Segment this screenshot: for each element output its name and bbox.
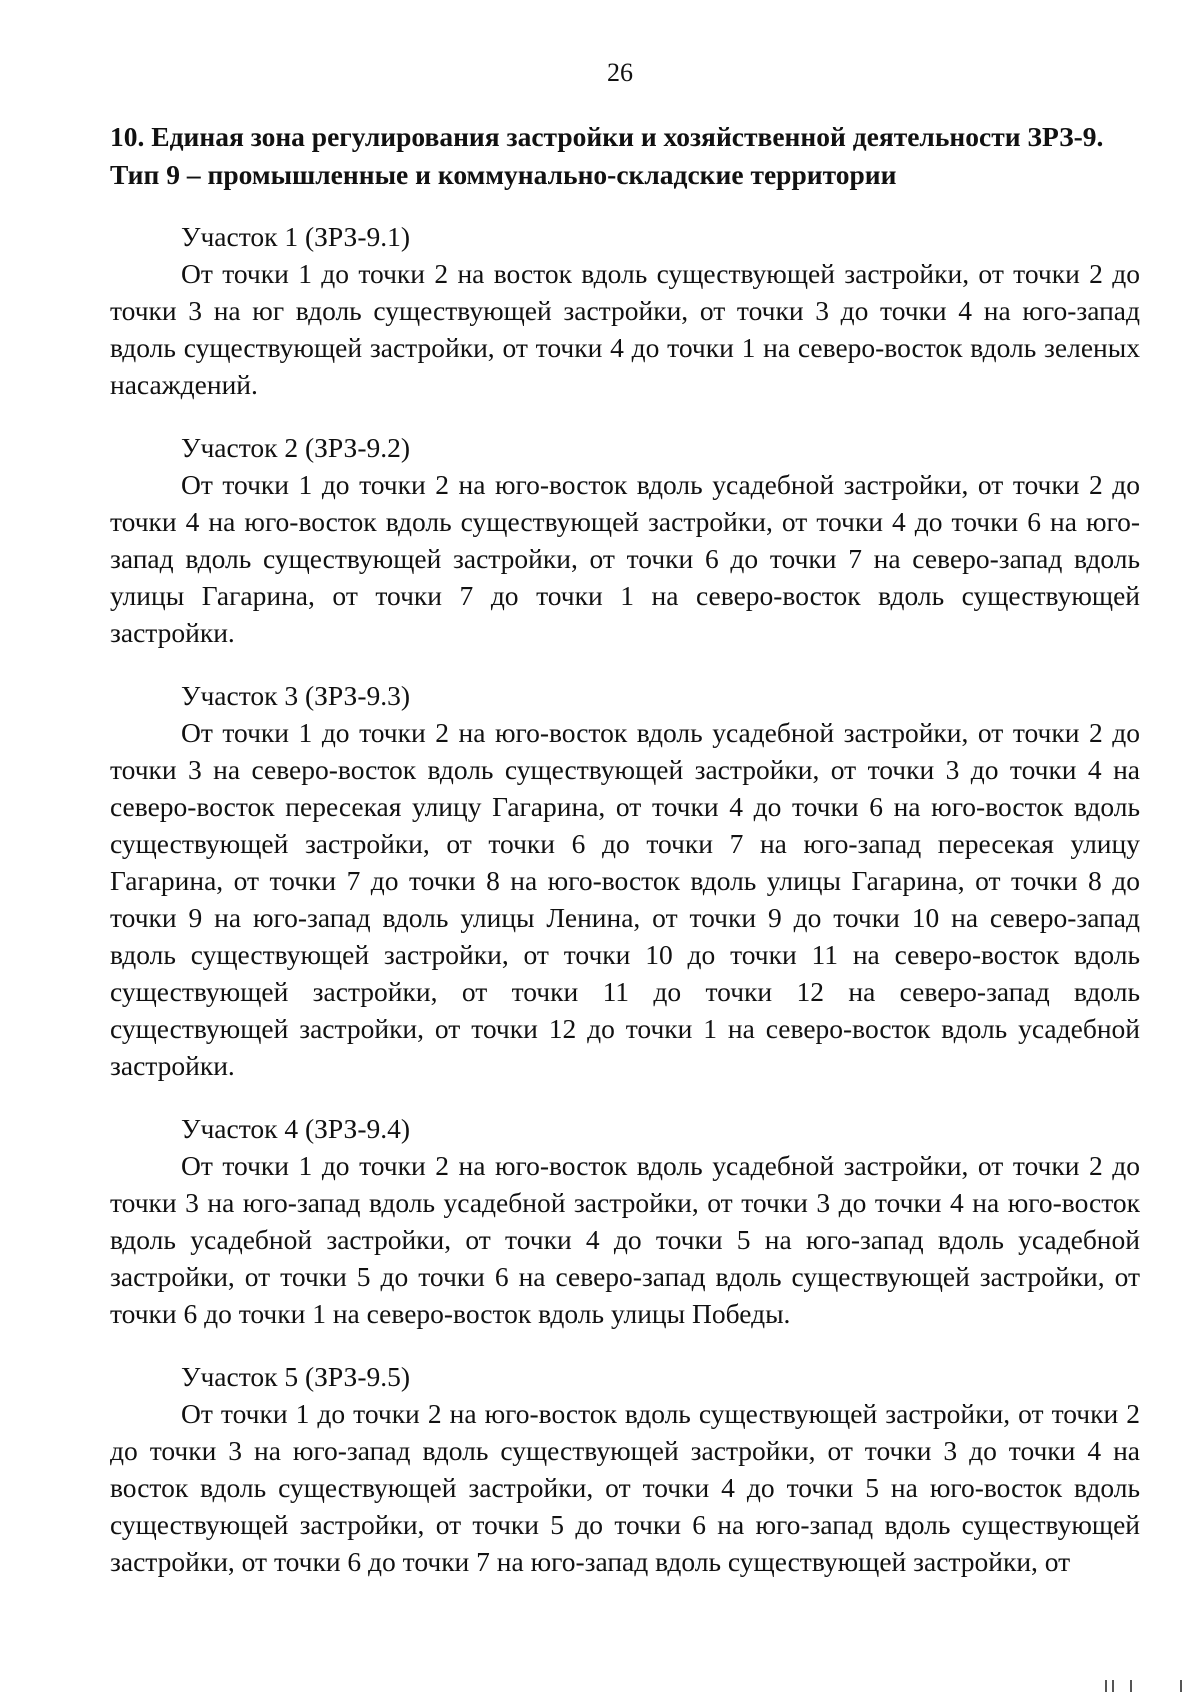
heading-line-2: Тип 9 – промышленные и коммунально-складские территории xyxy=(110,159,897,190)
plot-title: Участок 3 (ЗРЗ-9.3) xyxy=(181,680,411,711)
heading-line-1: 10. Единая зона регулирования застройки и хозяйственной деятельности ЗРЗ-9. xyxy=(110,121,1104,152)
plot-section-1 xyxy=(110,218,1140,403)
plot-title: Участок 4 (ЗРЗ-9.4) xyxy=(181,1113,411,1144)
plot-title: Участок 1 (ЗРЗ-9.1) xyxy=(181,221,411,252)
plot-description: От точки 1 до точки 2 на юго-восток вдоль усадебной застройки, от точки 2 до точки 3 на северо-восток вдоль существующей застройки, от точки 3 до точки 4 на северо-восток пересекая улицу Гагарина, от точки 4 до точки 6 на юго-восток вдоль существующей застройки, от точки 6 до точки 7 на юго-запад пересекая улицу Гагарина, от точки 7 до точки 8 на юго-восток вдоль улицы Гагарина, от точки 8 до точки 9 на юго-запад вдоль улицы Ленина, от точки 9 до точки 10 на северо-запад вдоль существующей застройки, от точки 10 до точки 11 на северо-восток вдоль существующей застройки, от точки 11 до точки 12 на северо-запад вдоль существующей застройки, от точки 12 до точки 1 на северо-восток вдоль усадебной застройки. xyxy=(110,717,1140,1081)
scan-mark xyxy=(1180,1680,1182,1692)
plot-section-3 xyxy=(110,677,1140,1084)
plot-title: Участок 5 (ЗРЗ-9.5) xyxy=(181,1361,411,1392)
plot-section-5 xyxy=(110,1358,1140,1580)
plot-description: От точки 1 до точки 2 на юго-восток вдоль усадебной застройки, от точки 2 до точки 4 на юго-восток вдоль существующей застройки, от точки 4 до точки 6 на юго-запад вдоль существующей застройки, от точки 6 до точки 7 на северо-запад вдоль улицы Гагарина, от точки 7 до точки 1 на северо-восток вдоль существующей застройки. xyxy=(110,469,1140,648)
scan-mark xyxy=(1112,1680,1114,1692)
section-heading xyxy=(110,118,1140,194)
scan-artifacts xyxy=(0,1680,1200,1697)
plot-section-2 xyxy=(110,429,1140,651)
plot-description: От точки 1 до точки 2 на восток вдоль существующей застройки, от точки 2 до точки 3 на юг вдоль существующей застройки, от точки 3 до точки 4 на юго-запад вдоль существующей застройки, от точки 4 до точки 1 на северо-восток вдоль зеленых насаждений. xyxy=(110,258,1140,400)
page-number: 26 xyxy=(607,58,633,87)
plot-description: От точки 1 до точки 2 на юго-восток вдоль существующей застройки, от точки 2 до точки 3 на юго-запад вдоль существующей застройки, от точки 3 до точки 4 на восток вдоль существующей застройки, от точки 4 до точки 5 на юго-восток вдоль существующей застройки, от точки 5 до точки 6 на юго-запад вдоль существующей застройки, от точки 6 до точки 7 на юго-запад вдоль существующей застройки, от xyxy=(110,1398,1140,1577)
plot-section-4 xyxy=(110,1110,1140,1332)
scan-mark xyxy=(1105,1680,1107,1692)
plot-sections xyxy=(110,218,1140,1606)
plot-description: От точки 1 до точки 2 на юго-восток вдоль усадебной застройки, от точки 2 до точки 3 на юго-запад вдоль усадебной застройки, от точки 3 до точки 4 на юго-восток вдоль усадебной застройки, от точки 4 до точки 5 на юго-запад вдоль усадебной застройки, от точки 5 до точки 6 на северо-запад вдоль существующей застройки, от точки 6 до точки 1 на северо-восток вдоль улицы Победы. xyxy=(110,1150,1140,1329)
scan-mark xyxy=(1130,1680,1132,1692)
plot-title: Участок 2 (ЗРЗ-9.2) xyxy=(181,432,411,463)
